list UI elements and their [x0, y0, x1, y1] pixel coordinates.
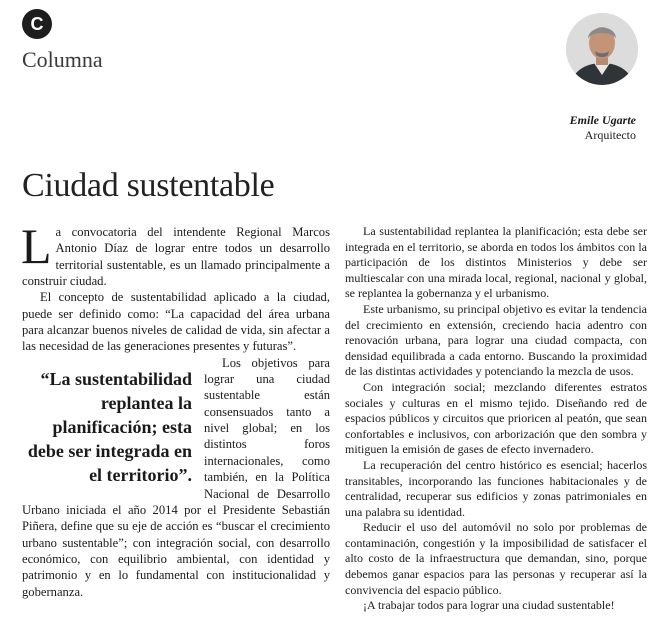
drop-cap: L — [21, 218, 52, 274]
article-paragraph: El concepto de sustentabilidad aplicado a la ciudad, puede ser definido como: “La capacidad del área urbana para alcanzar buenos niveles de calidad de vida, sin afectar a las necesidad de las generaciones presentes y futuras”. — [22, 290, 330, 354]
article-paragraph: ¡A trabajar todos para lograr una ciudad sustentable! — [363, 598, 615, 613]
article-paragraph: Este urbanismo, su principal objetivo es evitar la tendencia del crecimiento en extensión, creciendo hacia adentro con renovación urbana, para lograr una ciudad compacta, con densidad equilibrada a cada entorno. Buscando la proximidad de las distintas actividades y potenciando la mezcla de usos. — [345, 301, 647, 379]
pull-quote: “La sustentabilidad replantea la planificación; esta debe ser integrada en el territorio”. — [27, 368, 192, 485]
author-byline — [570, 113, 636, 143]
article-paragraph: Con integración social; mezclando diferentes estratos sociales y culturas en el mismo tejido. Diseñando red de espacios públicos y circuitos que prioricen al peatón, que sean confortables e inclusivos, con arborización que den sombra y mitiguen la emisión de gases de efecto invernadero. — [345, 379, 647, 457]
author-photo — [566, 13, 638, 85]
author-name: Emile Ugarte — [569, 113, 636, 127]
article-column-2 — [345, 224, 647, 614]
article-paragraph: Reducir el uso del automóvil no solo por problemas de contaminación, congestión y la imposibilidad de satisfacer el alto costo de la infraestructura que demandan, sino, porque debemos ganar espacios para las personas y recuperar así la convivencia del espacio público. — [345, 520, 647, 597]
article-title: Ciudad sustentable — [22, 167, 275, 204]
section-label: Columna — [22, 47, 103, 72]
article-paragraph: La recuperación del centro histórico es esencial; hacerlos transitables, incorporando las funciones habitacionales y de centralidad, recuperar sus edificios y zonas patrimoniales en una palabra su identidad. — [345, 457, 647, 519]
article-paragraph: “La sustentabilidad replantea la planificación; esta debe ser integrada en el territorio”. Los objetivos para lograr una ciudad sustentable están consensuados tanto a nivel global; en los distintos foros internacionales, como también, en la Política Nacional de Desarrollo Urbano iniciada el año 2014 por el Presidente Sebastián Piñera, define que su eje de acción es “buscar el crecimiento urbano sustentable”; con integración social, con desarrollo económico, con equilibrio ambiental, con identidad y patrimonio y en lo fundamental con institucionalidad y gobernanza. — [22, 355, 330, 599]
column-badge: C — [22, 9, 52, 39]
article-paragraph: La convocatoria del intendente Regional Marcos Antonio Díaz de lograr entre todos un desarrollo territorial sustentable, es un llamado principalmente a construir ciudad. — [21, 218, 330, 289]
article-paragraph: La sustentabilidad replantea la planificación; esta debe ser integrada en el territorio, se aborda en todos los ámbitos con la participación de los distintos Ministerios y debe ser multiescalar con una mirada local, regional, nacional y global, se replantea la gobernanza y el urbanismo. — [345, 224, 647, 301]
author-role: Arquitecto — [584, 128, 636, 142]
article-column-1 — [21, 218, 330, 600]
